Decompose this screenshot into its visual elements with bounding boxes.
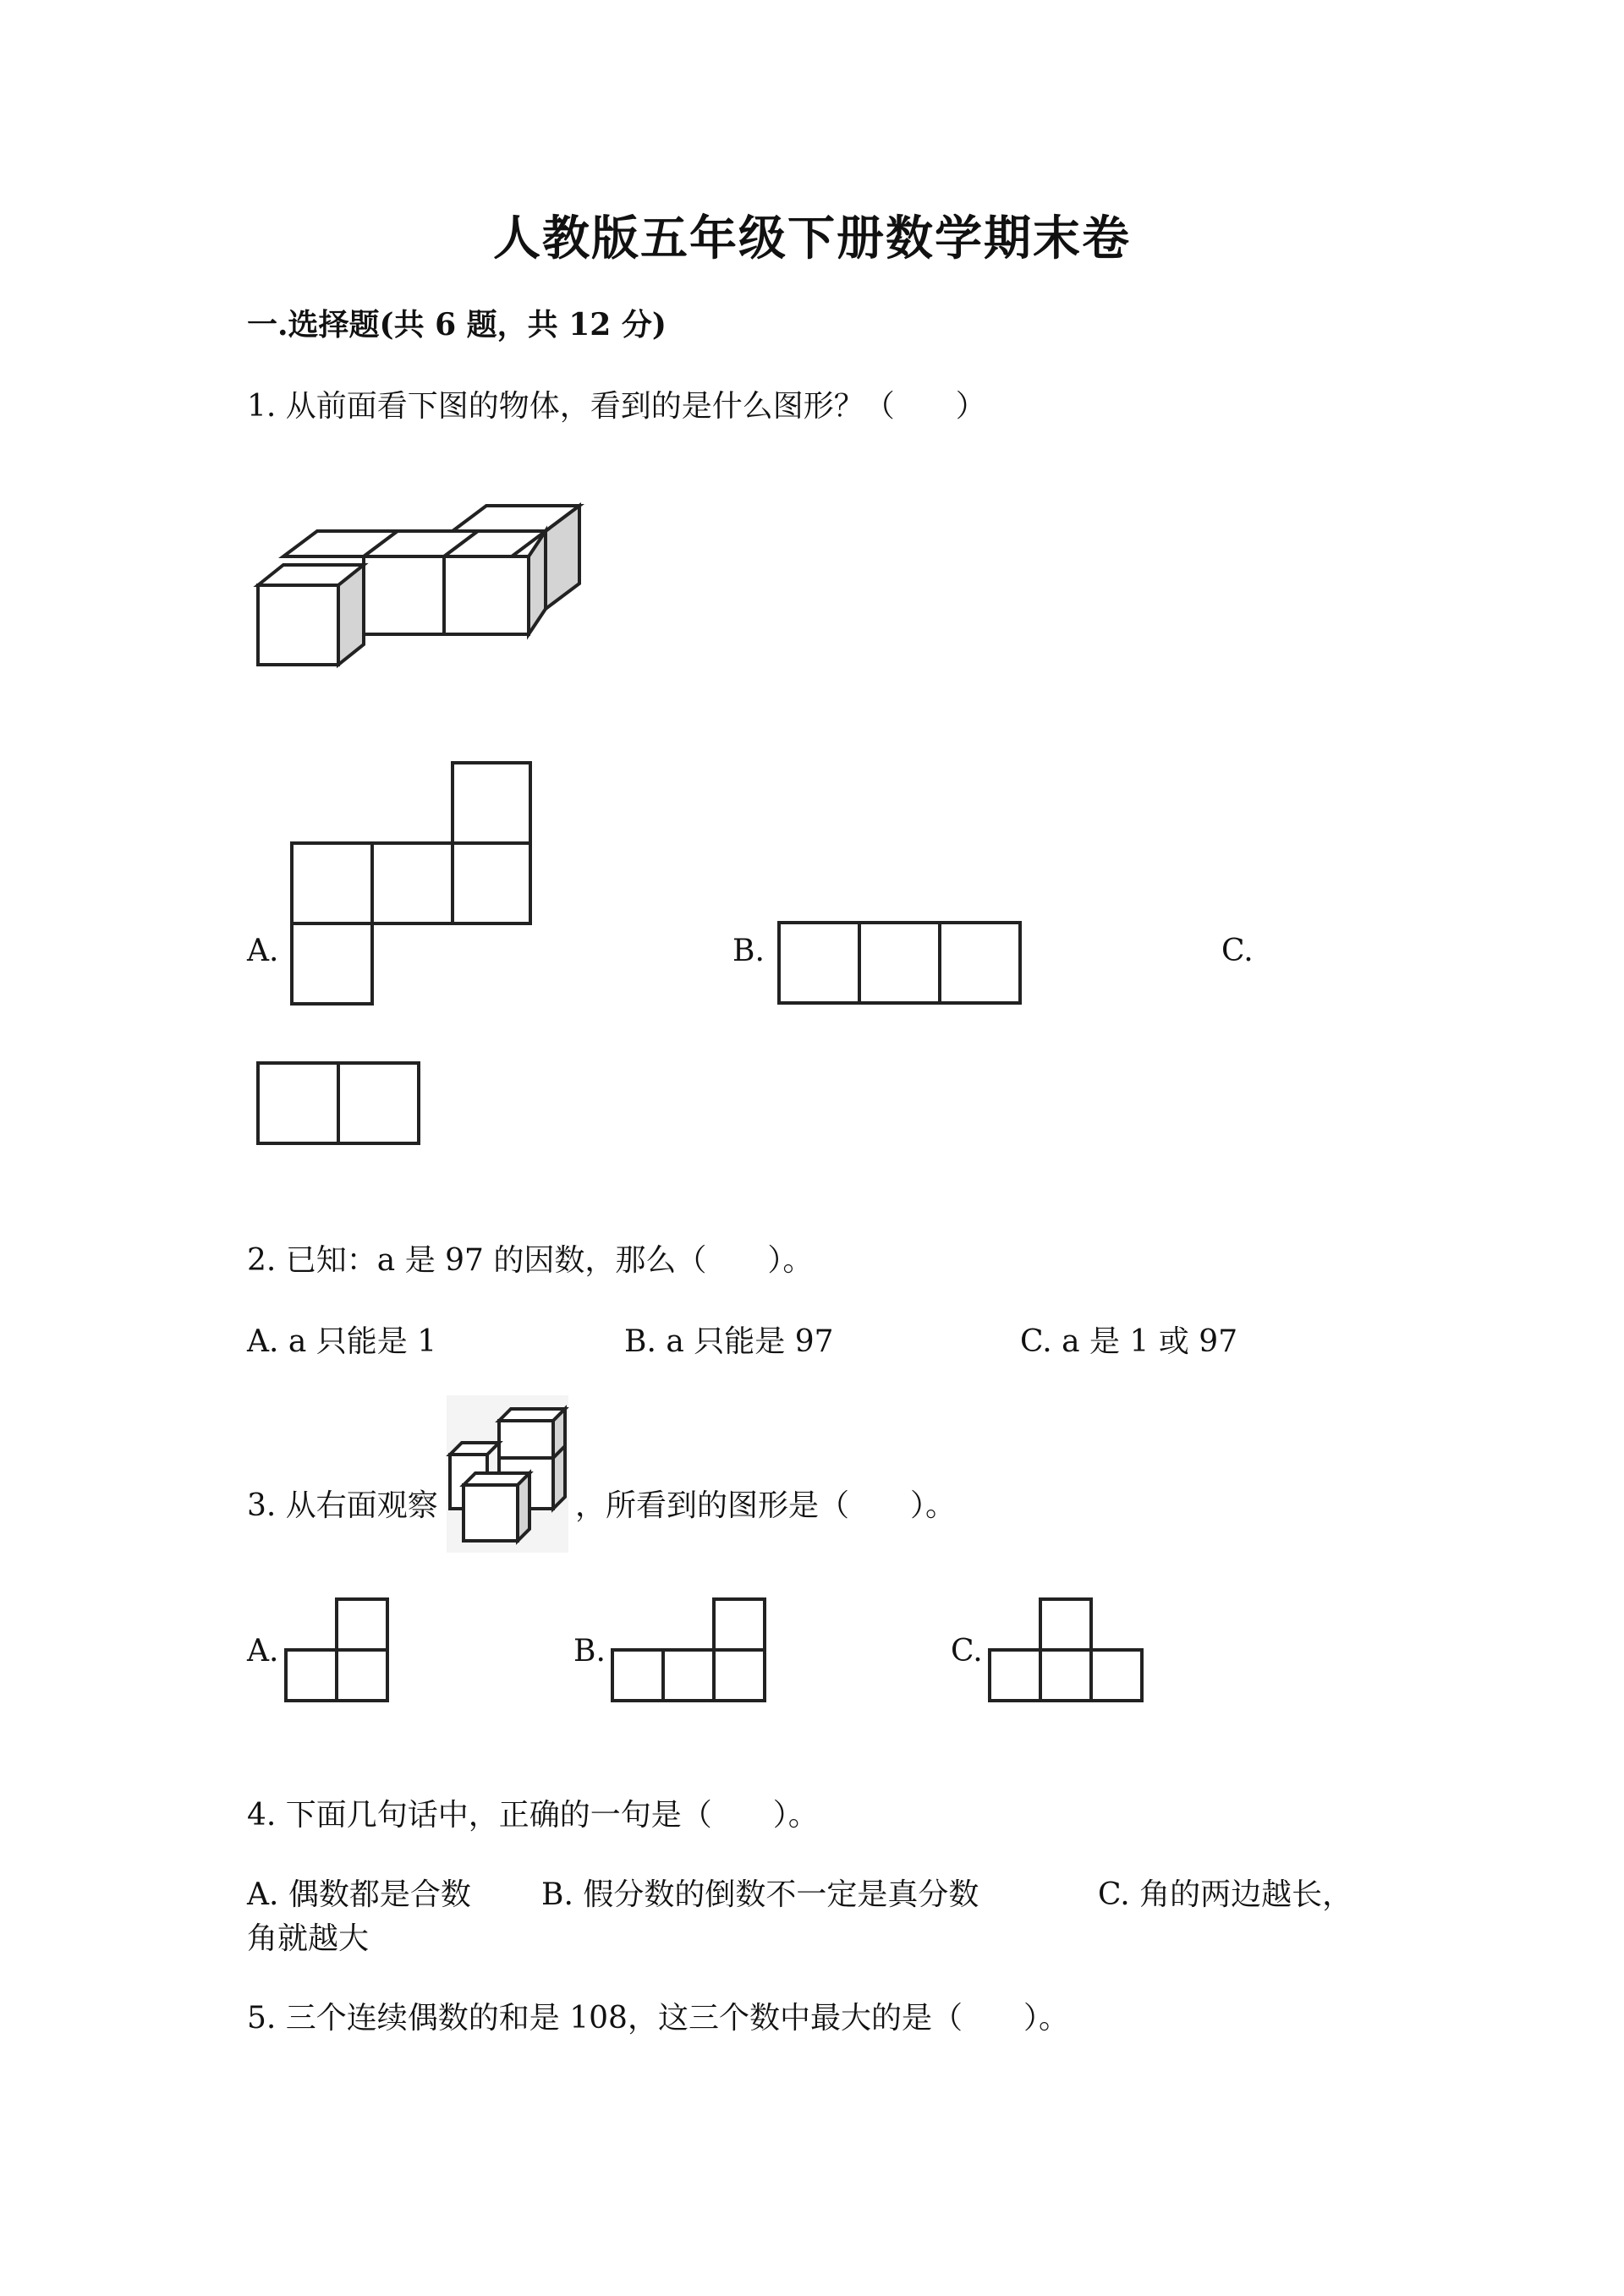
q3-cube-figure	[447, 1395, 573, 1556]
question-1-stem: 1. 从前面看下图的物体，看到的是什么图形？（ ）	[247, 389, 986, 424]
q1-option-b-figure	[775, 918, 1029, 1011]
q4-option-a[interactable]: A. 偶数都是合数	[247, 1877, 471, 1912]
q1-option-c-figure	[254, 1059, 431, 1152]
q3-option-b-label[interactable]: B.	[573, 1634, 606, 1669]
question-2-stem: 2. 已知：a 是 97 的因数，那么（ ）。	[247, 1243, 814, 1278]
q1-cube-figure	[245, 490, 601, 677]
q1-option-b-label[interactable]: B.	[732, 934, 765, 968]
q4-option-b[interactable]: B. 假分数的倒数不一定是真分数	[541, 1877, 979, 1912]
question-4-stem: 4. 下面几句话中，正确的一句是（ ）。	[247, 1798, 819, 1833]
q4-option-c-continued: 角就越大	[247, 1921, 370, 1956]
q1-option-a-figure	[288, 761, 541, 1015]
q2-option-b[interactable]: B. a 只能是 97	[624, 1324, 834, 1359]
q1-option-c-label[interactable]: C.	[1221, 934, 1254, 968]
page-title: 人教版五年级下册数学期末卷	[493, 211, 1131, 266]
q3-option-b-figure	[611, 1597, 771, 1707]
question-3-stem-before: 3. 从右面观察	[247, 1488, 438, 1523]
q4-option-c[interactable]: C. 角的两边越长，	[1098, 1877, 1353, 1912]
q2-option-c[interactable]: C. a 是 1 或 97	[1020, 1324, 1238, 1359]
q3-option-c-label[interactable]: C.	[951, 1634, 983, 1669]
q3-option-a-label[interactable]: A.	[247, 1634, 279, 1669]
q2-option-a[interactable]: A. a 只能是 1	[247, 1324, 437, 1359]
q3-option-a-figure	[284, 1597, 394, 1707]
q1-option-a-label[interactable]: A.	[247, 934, 279, 968]
question-5-stem: 5. 三个连续偶数的和是 108，这三个数中最大的是（ ）。	[247, 2001, 1069, 2036]
q3-option-c-figure	[988, 1597, 1149, 1707]
question-3-stem-after: ，所看到的图形是（ ）。	[575, 1488, 957, 1523]
section-heading: 一.选择题(共 6 题，共 12 分)	[247, 307, 667, 342]
